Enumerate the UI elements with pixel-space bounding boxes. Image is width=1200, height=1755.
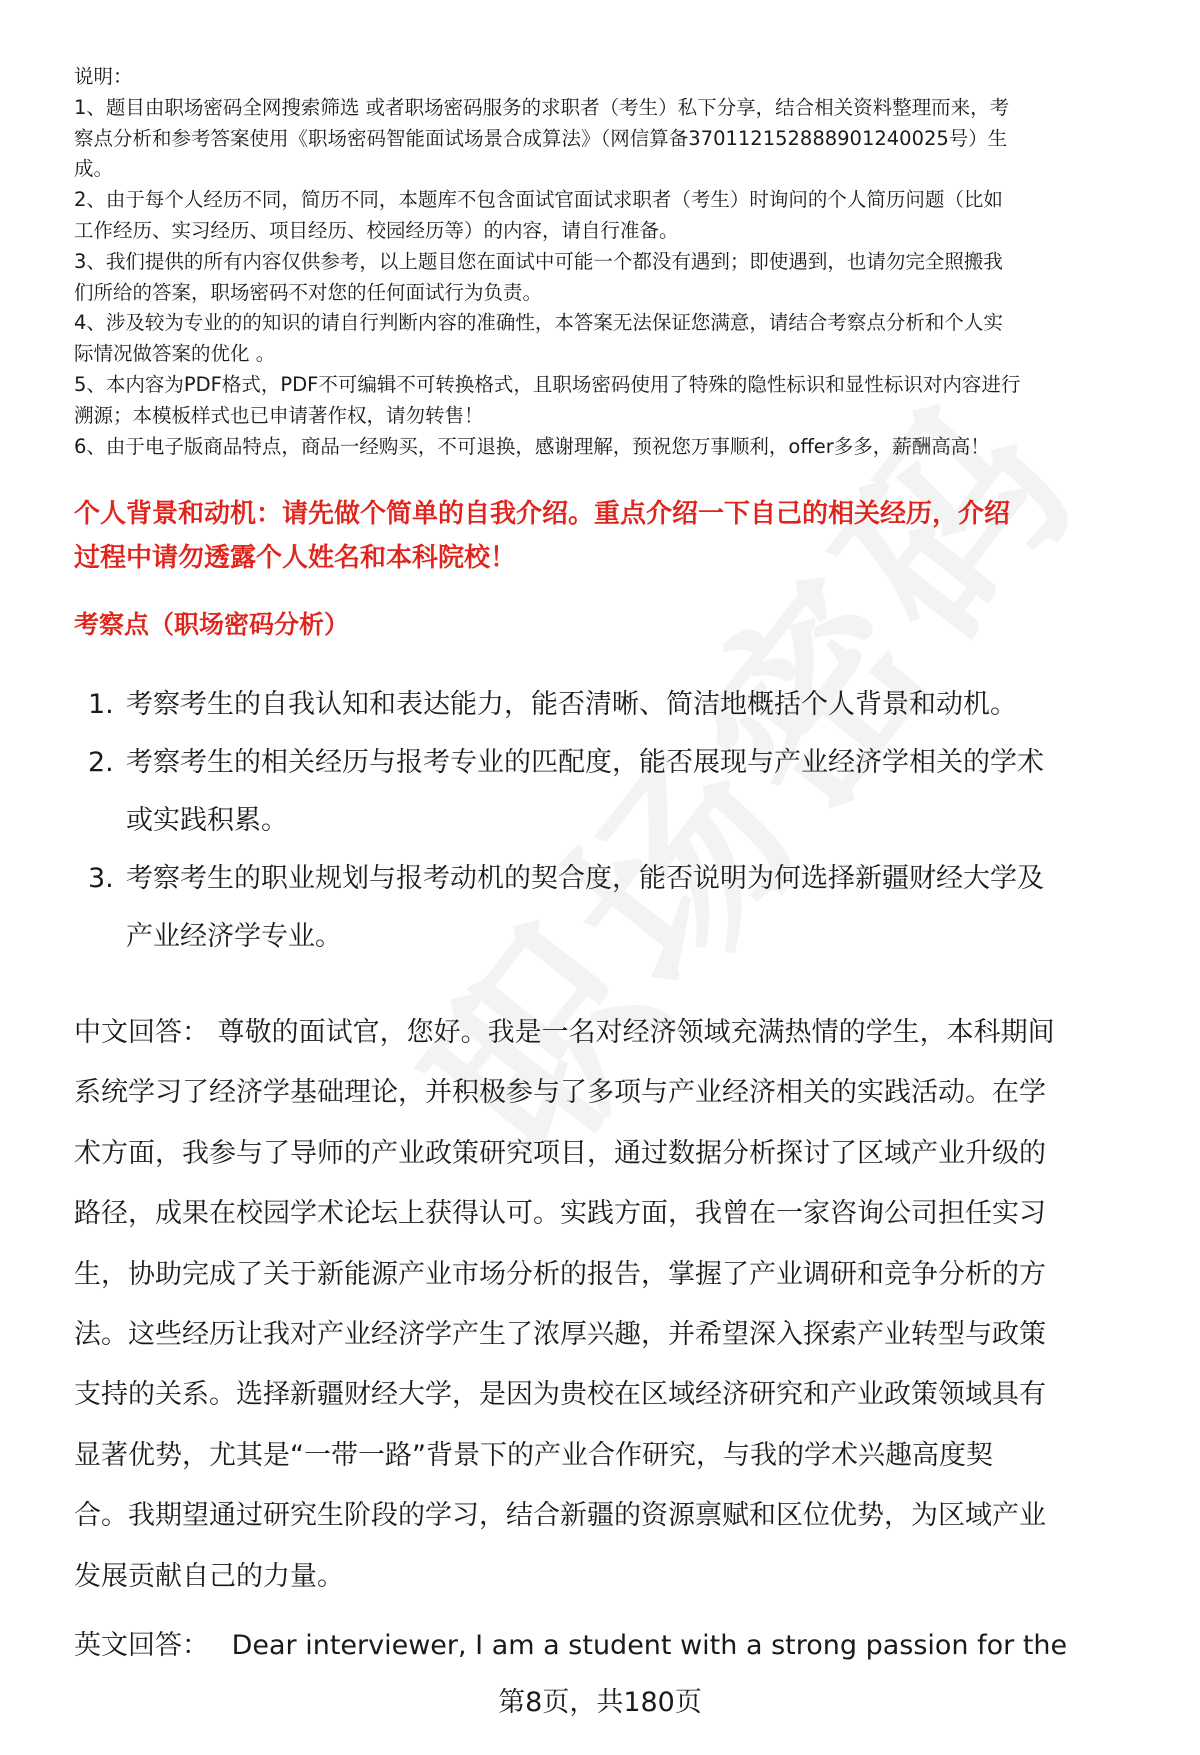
point-line: 考察考生的相关经历与报考专业的匹配度，能否展现与产业经济学相关的学术 [126,747,1044,778]
note-line: 1、题目由职场密码全网搜索筛选 或者职场密码服务的求职者（考生）私下分享，结合相关资料整理而来，考 [74,95,1010,119]
analysis-point-1 [74,676,1154,734]
note-line: 际情况做答案的优化 。 [74,342,276,366]
question-line: 个人背景和动机：请先做个简单的自我介绍。重点介绍一下自己的相关经历，介绍 [74,499,1011,529]
note-line: 5、本内容为PDF格式，PDF不可编辑不可转换格式，且职场密码使用了特殊的隐性标识和显性标识对内容进行 [74,372,1021,396]
answer-line: 显著优势，尤其是“一带一路”背景下的产业合作研究，与我的学术兴趣高度契 [74,1439,993,1471]
note-line: 3、我们提供的所有内容仅供参考，以上题目您在面试中可能一个都没有遇到；即使遇到，也请勿完全照搬我 [74,249,1003,273]
point-number: 1. [88,689,114,720]
note-line: 溯源；本模板样式也已申请著作权，请勿转售！ [74,403,484,427]
analysis-point-3 [74,850,1154,966]
point-line: 或实践积累。 [126,805,288,836]
answer-line: 系统学习了经济学基础理论，并积极参与了多项与产业经济相关的实践活动。在学 [74,1077,1046,1109]
english-answer [74,1626,1067,1666]
note-line: 们所给的答案，职场密码不对您的任何面试行为负责。 [74,280,543,304]
question-line: 过程中请勿透露个人姓名和本科院校！ [74,543,517,573]
note-line: 工作经历、实习经历、项目经历、校园经历等）的内容，请自行准备。 [74,218,679,242]
point-number: 3. [88,863,114,894]
page-number: 第8页，共180页 [498,1687,702,1718]
answer-line: 发展贡献自己的力量。 [74,1560,344,1592]
note-line: 说明： [74,65,133,88]
answer-line: 生，协助完成了关于新能源产业市场分析的报告，掌握了产业调研和竞争分析的方 [74,1258,1046,1290]
point-number: 2. [88,747,114,778]
answer-line: 支持的关系。选择新疆财经大学，是因为贵校在区域经济研究和产业政策领域具有 [74,1379,1046,1411]
answer-line: 术方面，我参与了导师的产业政策研究项目，通过数据分析探讨了区域产业升级的 [74,1137,1046,1169]
point-line: 考察考生的自我认知和表达能力，能否清晰、简洁地概括个人背景和动机。 [126,689,1017,720]
english-answer-label: 英文回答： [74,1630,209,1661]
answer-line: 合。我期望通过研究生阶段的学习，结合新疆的资源禀赋和区位优势，为区域产业 [74,1500,1046,1532]
interview-question [74,492,1154,580]
answer-line: 中文回答： 尊敬的面试官，您好。我是一名对经济领域充满热情的学生，本科期间 [74,1017,1055,1048]
analysis-point-2 [74,734,1154,850]
note-line: 察点分析和参考答案使用《职场密码智能面试场景合成算法》（网信算备370112152888901240025号）生 [74,126,1008,150]
analysis-heading: 考察点（职场密码分析） [74,610,350,639]
disclaimer-notes [74,62,1154,462]
note-line: 2、由于每个人经历不同，简历不同，本题库不包含面试官面试求职者（考生）时询问的个人简历问题（比如 [74,188,1003,212]
analysis-points [74,676,1154,966]
chinese-answer [74,1003,1154,1607]
note-line: 成。 [74,157,114,181]
english-answer-text: Dear interviewer, I am a student with a strong passion for the [231,1630,1068,1661]
note-line: 4、涉及较为专业的的知识的请自行判断内容的准确性，本答案无法保证您满意，请结合考察点分析和个人实 [74,311,1003,335]
note-line: 6、由于电子版商品特点，商品一经购买，不可退换，感谢理解，预祝您万事顺利，offer多多，薪酬高高！ [74,434,990,458]
answer-line: 路径，成果在校园学术论坛上获得认可。实践方面，我曾在一家咨询公司担任实习 [74,1198,1046,1230]
point-line: 考察考生的职业规划与报考动机的契合度，能否说明为何选择新疆财经大学及 [126,863,1044,894]
point-line: 产业经济学专业。 [126,921,342,952]
answer-line: 法。这些经历让我对产业经济学产生了浓厚兴趣，并希望深入探索产业转型与政策 [74,1319,1046,1351]
